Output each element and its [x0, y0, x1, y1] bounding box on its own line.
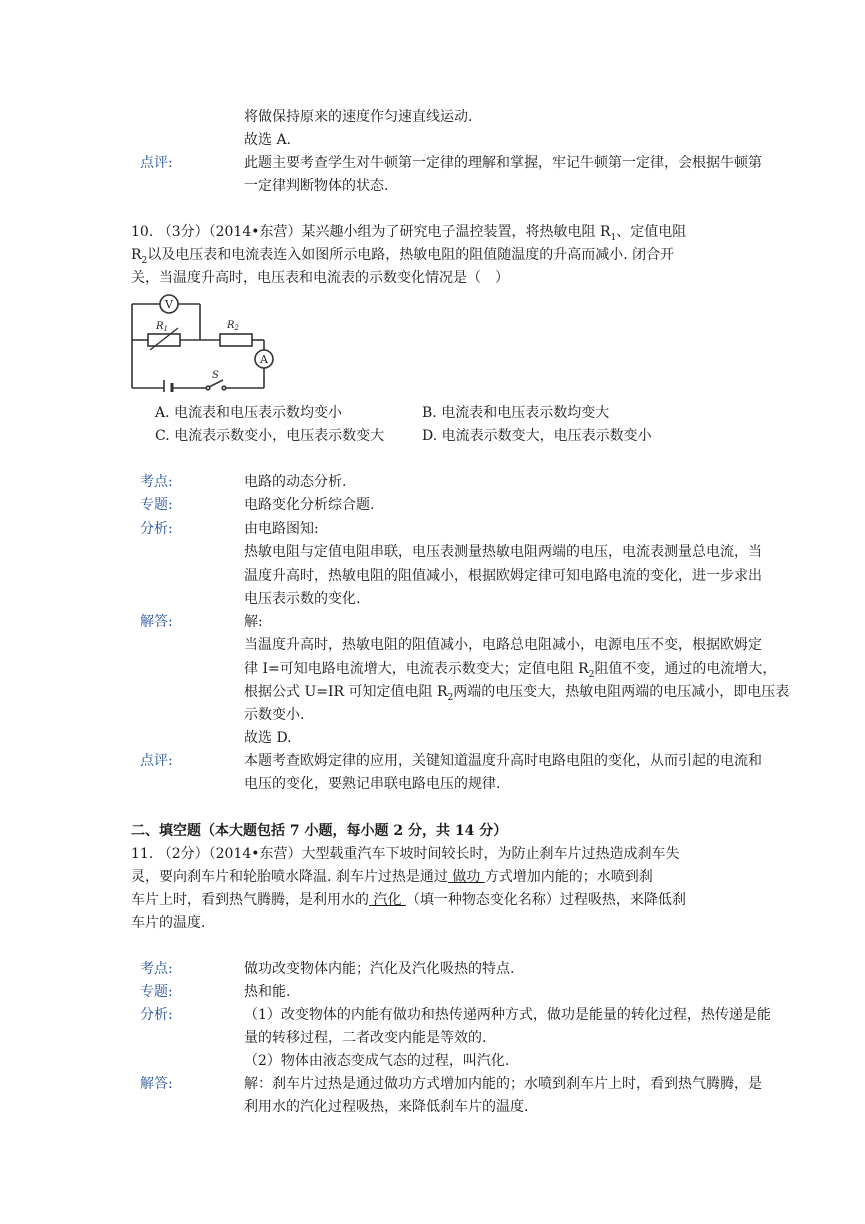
q9-review-line2: 一定律判断物体的状态.	[244, 178, 389, 194]
r1-label: $R_1$	[156, 321, 168, 333]
q10-option-a: A. 电流表和电压表示数均变小	[155, 405, 343, 421]
q11-fx3: （2）物体由液态变成气态的过程，叫汽化.	[244, 1053, 510, 1069]
q11-jd-label: 解答:	[140, 1076, 173, 1092]
q11-fx2: 量的转移过程，二者改变内能是等效的.	[244, 1030, 487, 1046]
r2-resistor	[220, 334, 252, 346]
q10-jd6: 故选 D.	[244, 730, 292, 746]
q10-dp1: 本题考查欧姆定律的应用，关键知道温度升高时电路电阻的变化，从而引起的电流和	[244, 753, 762, 769]
q10-fx2: 热敏电阻与定值电阻串联，电压表测量热敏电阻两端的电压，电流表测量总电流，当	[244, 544, 762, 560]
switch-label: S	[212, 370, 219, 381]
q10-fx3: 温度升高时，热敏电阻的阻值减小，根据欧姆定律可知电路电流的变化，进一步求出	[244, 568, 762, 584]
q10-dp-label: 点评:	[140, 753, 173, 769]
q11-jd2: 利用水的汽化过程吸热，来降低刹车片的温度.	[244, 1099, 529, 1115]
battery-symbol	[164, 380, 172, 392]
q11-fx1: （1）改变物体的内能有做功和热传递两种方式，做功是能量的转化过程，热传递是能	[244, 1007, 771, 1023]
q11-stem-line2: 灵，要向刹车片和轮胎喷水降温. 刹车片过热是通过 做功 方式增加内能的；水喷到刹	[131, 869, 653, 885]
q10-jd3: 律 I=可知电路电流增大，电流表示数变大；定值电阻 $R_2$阻值不变，通过的电流增大，	[244, 661, 777, 680]
q10-stem-line2: $R_2$以及电压表和电流表连入如图所示电路，热敏电阻的阻值随温度的升高而减小. 闭合开	[131, 247, 675, 266]
q9-review-label: 点评:	[140, 155, 173, 171]
r2-label: $R_2$	[227, 320, 239, 332]
q9-line1: 将做保持原来的速度作匀速直线运动.	[244, 109, 473, 125]
q9-review-line1: 此题主要考查学生对牛顿第一定律的理解和掌握，牢记牛顿第一定律，会根据牛顿第	[244, 155, 762, 171]
section2-heading: 二、填空题（本大题包括 7 小题，每小题 2 分，共 14 分）	[131, 823, 508, 839]
q11-jd1: 解：刹车片过热是通过做功方式增加内能的；水喷到刹车片上时，看到热气腾腾，是	[244, 1076, 762, 1092]
q9-line2: 故选 A.	[244, 132, 292, 148]
q11-zt: 热和能.	[244, 984, 291, 1000]
q11-stem-line1: 11. （2分）（2014•东营）大型载重汽车下坡时间较长时，为防止刹车片过热造成刹车失	[131, 846, 680, 862]
q11-kd-label: 考点:	[140, 961, 173, 977]
q10-option-b: B. 电流表和电压表示数均变大	[422, 405, 610, 421]
q11-fx-label: 分析:	[140, 1007, 173, 1023]
voltmeter-letter: V	[165, 298, 173, 311]
q11-kd: 做功改变物体内能；汽化及汽化吸热的特点.	[244, 961, 515, 977]
r1-resistor	[148, 334, 180, 346]
q11-stem-line4: 车片的温度.	[131, 915, 206, 931]
ammeter-letter: A	[260, 353, 268, 366]
q10-stem-line3: 关，当温度升高时，电压表和电流表的示数变化情况是（ ）	[131, 270, 509, 286]
q10-jd4: 根据公式 U=IR 可知定值电阻 $R_2$两端的电压变大，热敏电阻两端的电压减小，即电压表	[244, 684, 790, 703]
q10-kd: 电路的动态分析.	[244, 474, 347, 490]
q10-fx-label: 分析:	[140, 521, 173, 537]
q11-zt-label: 专题:	[140, 984, 173, 1000]
q10-jd2: 当温度升高时，热敏电阻的阻值减小，电路总电阻减小，电源电压不变，根据欧姆定	[244, 637, 762, 653]
q10-jd-label: 解答:	[140, 614, 173, 630]
q10-stem-line1: 10. （3分）（2014•东营）某兴趣小组为了研究电子温控装置，将热敏电阻 $R_1$、定值电阻	[131, 224, 687, 243]
q10-jd5: 示数变小.	[244, 707, 305, 723]
q10-fx4: 电压表示数的变化.	[244, 591, 361, 607]
q10-zt: 电路变化分析综合题.	[244, 497, 375, 513]
q10-zt-label: 专题:	[140, 497, 173, 513]
q10-option-d: D. 电流表示数变大，电压表示数变小	[422, 428, 652, 444]
q11-stem-line3: 车片上时，看到热气腾腾，是利用水的 汽化 （填一种物态变化名称）过程吸热，来降低刹	[131, 892, 686, 908]
q10-jd1: 解:	[244, 614, 263, 630]
switch-symbol	[206, 380, 226, 390]
q10-dp2: 电压的变化，要熟记串联电路电压的规律.	[244, 776, 501, 792]
q10-option-c: C. 电流表示数变小，电压表示数变大	[155, 428, 385, 444]
q10-fx1: 由电路图知:	[244, 521, 319, 537]
q11-answer-2: 汽化	[369, 892, 406, 908]
q10-kd-label: 考点:	[140, 474, 173, 490]
circuit-diagram	[128, 292, 276, 392]
q11-answer-1: 做功	[447, 869, 485, 885]
